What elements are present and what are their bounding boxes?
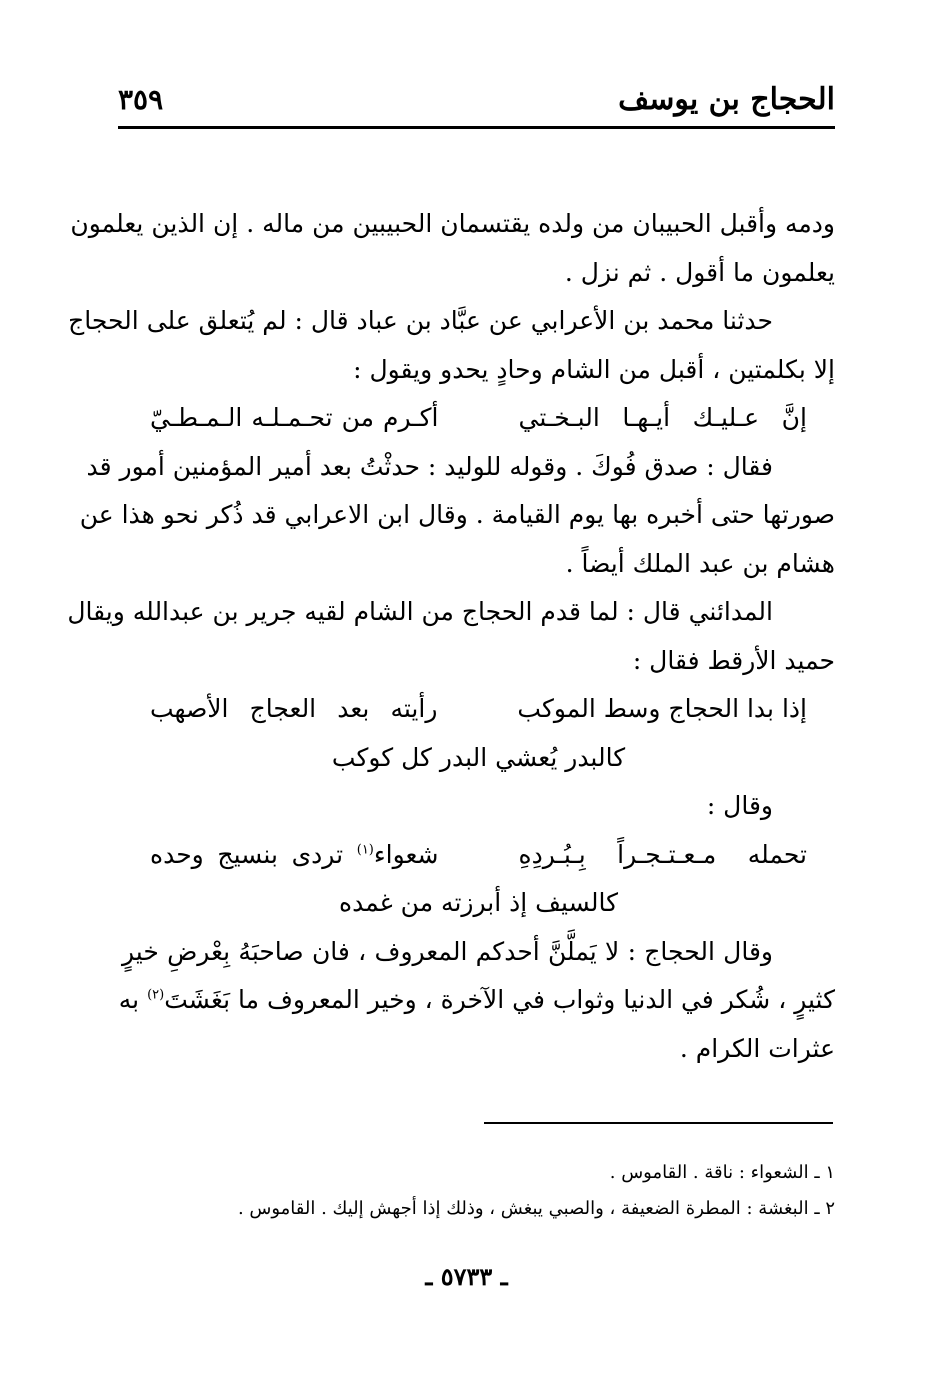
text-line: حدثنا محمد بن الأعرابي عن عبَّاد بن عباد قال : لم يُتعلق على الحجاج	[68, 306, 773, 335]
verse-first-hemistich: إذا بدا الحجاج وسط الموكب	[517, 694, 807, 723]
text-line: ودمه وأقبل الحبيبان من ولده يقتسمان الحبيبين من ماله . إن الذين يعلمون	[70, 209, 835, 238]
verse-line	[122, 879, 835, 928]
verse-second-hemistich: أكـرم من تحـمـلـه الـمـطـيّ	[150, 403, 439, 432]
verse-word: شعواء	[373, 839, 439, 869]
verse-second-hemistich	[150, 831, 439, 880]
verse-line	[122, 831, 835, 880]
text-segment: به	[118, 985, 148, 1014]
text-line: المدائني قال : لما قدم الحجاج من الشام لقيه جرير بن عبدالله ويقال	[67, 597, 773, 626]
running-header	[118, 78, 835, 122]
text-line: حميد الأرقط فقال :	[632, 645, 835, 675]
verse-line	[122, 734, 835, 783]
footnote-rule	[484, 1122, 833, 1124]
text-line	[118, 976, 835, 1025]
main-text	[67, 200, 835, 1073]
footnote-marker: (١)	[356, 842, 374, 858]
verse-second-hemistich: رأيته بعد العجاج الأصهب	[150, 694, 438, 723]
text-line: إلا بكلمتين ، أقبل من الشام وحادٍ يحدو ويقول :	[353, 354, 835, 384]
text-line: صورتها حتى أخبره بها يوم القيامة . وقال ابن الاعرابي قد ذُكر نحو هذا عن	[79, 500, 835, 529]
footnote: ١ ـ الشعواء : ناقة . القاموس .	[609, 1162, 835, 1183]
text-line: وقال :	[706, 791, 773, 820]
verse-line	[122, 685, 835, 734]
footnote: ٢ ـ البغشة : المطرة الضعيفة ، والصبي يبغش ، وذلك إذا أجهش إليك . القاموس .	[237, 1198, 835, 1219]
verse-hemistich: كالسيف إذ أبرزته من غمده	[338, 888, 619, 917]
verse-first-hemistich: إنَّ عـليـك أيـهـا البـخـتي	[518, 403, 807, 432]
verse-word: تردى بنسيج وحده	[150, 839, 357, 869]
verse-first-hemistich: تحمله مـعـتـجـراً بِـبُـردِهِ	[518, 839, 807, 869]
chapter-title: الحجاج بن يوسف	[618, 82, 835, 117]
header-rule	[118, 126, 835, 129]
verse-hemistich: كالبدر يُعشي البدر كل كوكب	[331, 742, 626, 772]
text-line: يعلمون ما أقول . ثم نزل .	[564, 257, 835, 287]
footnote-marker: (٢)	[147, 987, 165, 1003]
text-line: عثرات الكرام .	[679, 1033, 835, 1063]
text-line: هشام بن عبد الملك أيضاً .	[565, 548, 835, 578]
page-footer-number: ـ ٥٧٣٣ ـ	[425, 1262, 508, 1291]
text-line: فقال : صدق فُوكَ . وقوله للوليد : حدثْتُ بعد أمير المؤمنين أمور قد	[86, 451, 773, 481]
page-number: ٣٥٩	[118, 83, 164, 116]
verse-line	[122, 394, 835, 443]
text-segment: كثيرٍ ، شُكر في الدنيا وثواب في الآخرة ، وخير المعروف ما بَغَشَتَ	[164, 985, 835, 1014]
footnotes	[118, 1155, 835, 1227]
text-line: وقال الحجاج : لا يَملَّنَّ أحدكم المعروف ، فان صاحبَهُ بِعْرضِ خيرٍ	[122, 936, 773, 966]
